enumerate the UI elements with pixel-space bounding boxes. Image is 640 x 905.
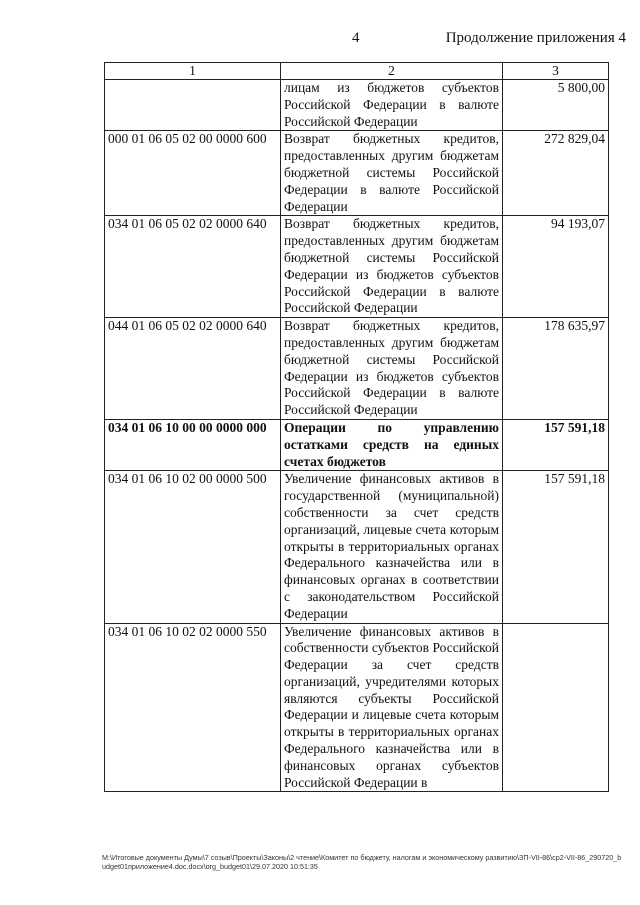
- name-cell: Возврат бюджетных кредитов, предоставленных другим бюджетам бюджетной системы Российской Федерации из бюджетов субъектов Российской Федерации в валюте Российской Федерации: [281, 318, 503, 420]
- table-row: [105, 80, 609, 131]
- table-row: [105, 216, 609, 318]
- column-header-3: 3: [503, 63, 609, 80]
- page-number: 4: [352, 30, 360, 46]
- code-cell: 034 01 06 10 02 00 0000 500: [105, 471, 281, 623]
- amount-cell: 157 591,18: [503, 419, 609, 470]
- budget-table: [104, 62, 609, 792]
- file-path-footer: M:\Итоговые документы Думы\7 созыв\Проекты\Законы\2 чтение\Комитет по бюджету, налогам и экономическому развитию\ЗП-VII-86\ср2-VII-86_290720_budget01приложение4.doc.docx\org_budget01\29.07.2020 10:51:35: [102, 853, 622, 871]
- table-row: [105, 131, 609, 216]
- code-cell: 034 01 06 10 00 00 0000 000: [105, 419, 281, 470]
- name-cell: Операции по управлению остатками средств на единых счетах бюджетов: [281, 419, 503, 470]
- table-row: [105, 623, 609, 792]
- amount-cell: 157 591,18: [503, 471, 609, 623]
- name-cell: лицам из бюджетов субъектов Российской Федерации в валюте Российской Федерации: [281, 80, 503, 131]
- code-cell: 034 01 06 10 02 02 0000 550: [105, 623, 281, 792]
- column-header-1: 1: [105, 63, 281, 80]
- code-cell: 034 01 06 05 02 02 0000 640: [105, 216, 281, 318]
- table-row: [105, 419, 609, 470]
- name-cell: Возврат бюджетных кредитов, предоставленных другим бюджетам бюджетной системы Российской Федерации из бюджетов субъектов Российской Федерации в валюте Российской Федерации: [281, 216, 503, 318]
- column-header-2: 2: [281, 63, 503, 80]
- table-row: [105, 318, 609, 420]
- code-cell: [105, 80, 281, 131]
- code-cell: 044 01 06 05 02 02 0000 640: [105, 318, 281, 420]
- continuation-label: Продолжение приложения 4: [445, 30, 626, 46]
- name-cell: Увеличение финансовых активов в государственной (муниципальной) собственности за счет средств организаций, лицевые счета которым открыты в территориальных органах Федерального казначейства или в финансовых органах в соответствии с законодательством Российской Федерации: [281, 471, 503, 623]
- amount-cell: 94 193,07: [503, 216, 609, 318]
- amount-cell: [503, 623, 609, 792]
- amount-cell: 272 829,04: [503, 131, 609, 216]
- amount-cell: 178 635,97: [503, 318, 609, 420]
- table-header-row: [105, 63, 609, 80]
- name-cell: Возврат бюджетных кредитов, предоставленных другим бюджетам бюджетной системы Российской Федерации в валюте Российской Федерации: [281, 131, 503, 216]
- name-cell: Увеличение финансовых активов в собственности субъектов Российской Федерации за счет средств организаций, учредителями которых являются субъекты Российской Федерации и лицевые счета которым открыты в территориальных органах Федерального казначейства или в финансовых органах субъектов Российской Федерации в: [281, 623, 503, 792]
- amount-cell: 5 800,00: [503, 80, 609, 131]
- table-row: [105, 471, 609, 623]
- code-cell: 000 01 06 05 02 00 0000 600: [105, 131, 281, 216]
